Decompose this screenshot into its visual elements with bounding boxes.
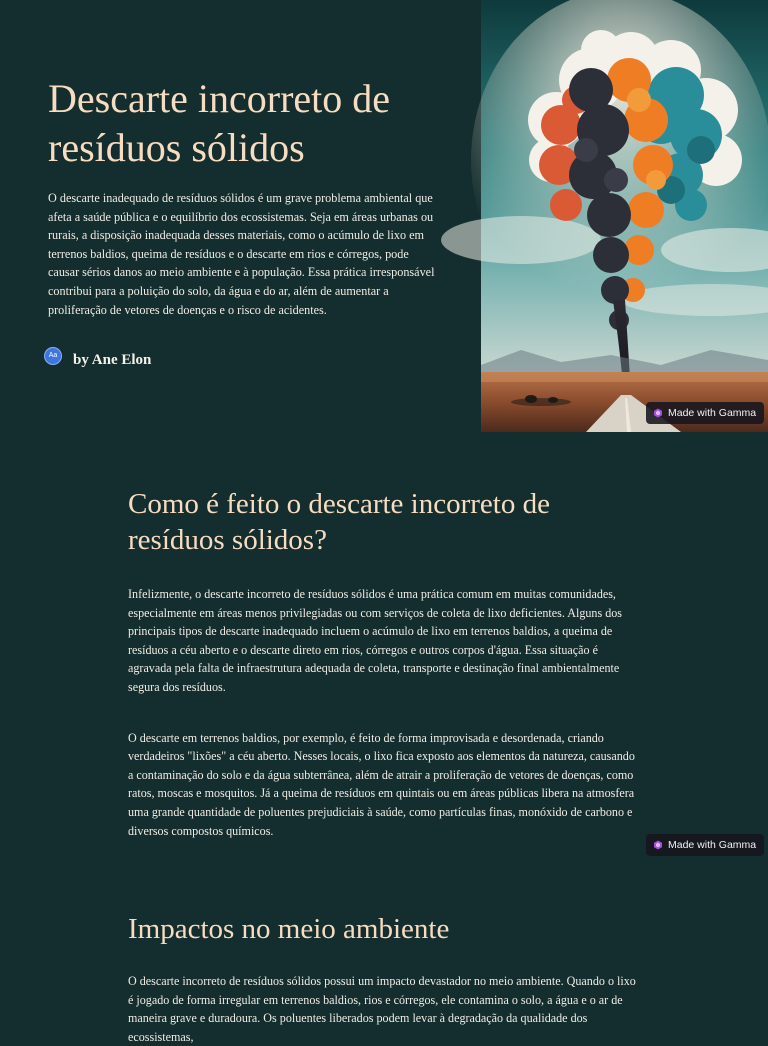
gamma-logo-icon [653,408,663,418]
section-paragraph: O descarte incorreto de resíduos sólidos possui um impacto devastador no meio ambiente. Quando o lixo é jogado de forma irregular em terrenos baldios, rios e córregos, ele contamina o solo, a água e o ar de maneira grave e duradoura. Os poluentes liberados podem levar à degradação da qualidade dos ecossistemas, [128,974,636,1044]
badge-label: Made with Gamma [668,839,757,851]
section-paragraph: O descarte em terrenos baldios, por exemplo, é feito de forma improvisada e desordenada, criando verdadeiros "lixões" a céu aberto. Nesses locais, o lixo fica exposto aos elementos da natureza, causando a contaminação do solo e da água subterrânea, além de atrair a proliferação de vetores de doenças, como ratos, moscas e mosquitos. Já a queima de resíduos em quintais ou em áreas públicas libera na atmosfera uma grande quantidade de poluentes prejudiciais à saúde, como partículas finas, monóxido de carbono e diversos compostos químicos. [128,730,635,838]
badge-label: Made with Gamma [668,407,757,419]
hero-description: O descarte inadequado de resíduos sólidos é um grave problema ambiental que afeta a saúde pública e o equilíbrio dos ecossistemas. Seja em áreas urbanas ou rurais, a disposição inadequada desses materiais, como o acúmulo de lixo em terrenos baldios, queima de resíduos e o descarte em rios e córregos, pode causar sérios danos ao meio ambiente e à população. Essa prática irresponsável contribui para a poluição do solo, da água e do ar, além de aumentar a proliferação de vetores de doenças e o risco de acidentes. [48,191,435,317]
section-paragraph: Infelizmente, o descarte incorreto de resíduos sólidos é uma prática comum em muitas comunidades, especialmente em áreas menos privilegiadas ou com serviços de coleta de lixo deficientes. Alguns dos principais tipos de descarte inadequado incluem o acúmulo de lixo em terrenos baldios, a queima de resíduos a céu aberto e o descarte direto em rios, córregos e outros corpos d'água. Essa situação é agravada pela falta de infraestrutura adequada de coleta, transporte e destinação final ambientalmente segura dos resíduos. [128,587,623,694]
made-with-gamma-badge[interactable] [646,402,764,424]
section-impactos [128,911,640,1046]
gamma-logo-icon [653,840,663,850]
section-title: Como é feito o descarte incorreto de resíduos sólidos? [128,488,550,556]
hero-slide [0,0,768,432]
author-name: by Ane Elon [73,352,152,368]
page-title: Descarte incorreto de resíduos sólidos [48,76,391,170]
smoke-plume-illustration [481,0,768,432]
section-descarte [128,486,640,840]
section-title: Impactos no meio ambiente [128,913,450,945]
author-avatar[interactable]: Aa [44,347,62,365]
made-with-gamma-badge[interactable] [646,834,764,856]
